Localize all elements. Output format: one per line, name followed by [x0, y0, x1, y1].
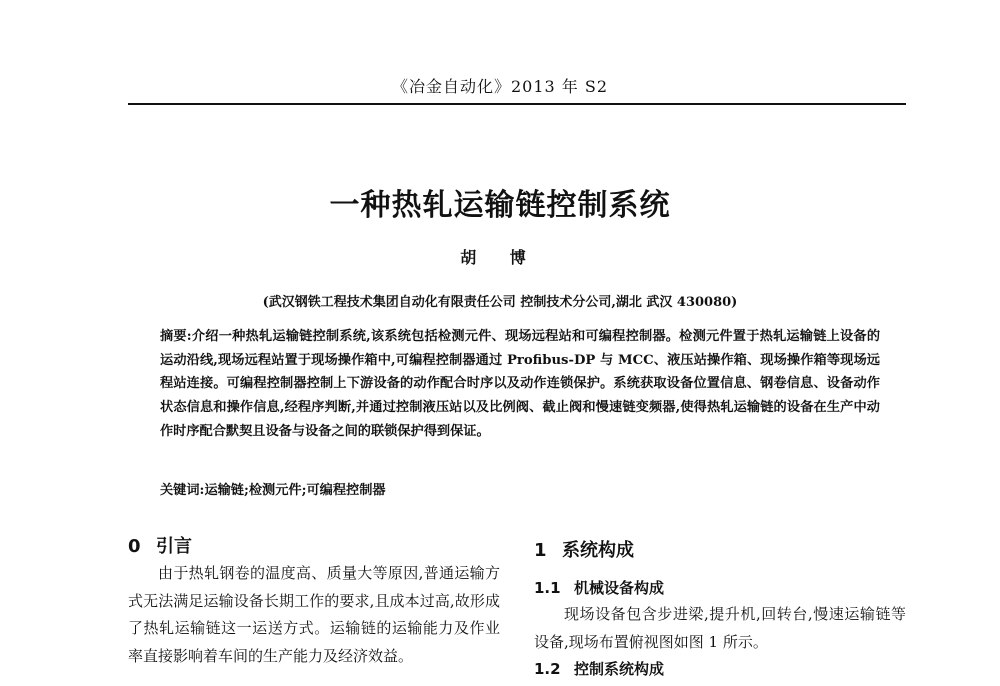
journal-header: 《冶金自动化》2013 年 S2 — [391, 77, 609, 96]
author-name: 胡 博 — [460, 248, 540, 267]
author-affiliation: (武汉钢铁工程技术集团自动化有限责任公司 控制技术分公司,湖北 武汉 430080) — [262, 295, 738, 310]
section-1-title: 系统构成 — [562, 540, 634, 561]
section-1-1-body: 现场设备包含步进梁,提升机,回转台,慢速运输链等设备,现场布置俯视图如图 1 所示。 — [534, 605, 906, 651]
keywords — [160, 479, 880, 502]
section-0-number: 0 — [128, 536, 141, 557]
section-1-1-title: 机械设备构成 — [574, 579, 665, 597]
abstract-label: 摘要: — [160, 329, 192, 344]
section-0-heading — [128, 534, 500, 560]
section-1-1-heading — [534, 575, 906, 601]
section-1-1-number: 1.1 — [534, 579, 561, 597]
keywords-label: 关键词: — [160, 483, 205, 498]
keywords-text: 运输链;检测元件;可编程控制器 — [204, 483, 386, 498]
article-title: 一种热轧运输链控制系统 — [329, 188, 671, 223]
section-1-2-heading — [534, 656, 906, 682]
right-column — [534, 538, 906, 682]
abstract-text: 介绍一种热轧运输链控制系统,该系统包括检测元件、现场远程站和可编程控制器。检测元件置于热轧运输链上设备的运动沿线,现场远程站置于现场操作箱中,可编程控制器通过 Profibus-DP 与 MCC、液压站操作箱、现场操作箱等现场远程站连接。可编程控制器控制上下游设备的动作配合时序以及动作连锁保护。系统获取设备位置信息、钢卷信息、设备动作状态信息和操作信息,经程序判断,并通过控制液压站以及比例阀、截止阀和慢速链变频器,使得热轧运输链的设备在生产中动作时序配合默契且设备与设备之间的联锁保护得到保证。 — [160, 329, 881, 439]
section-1-2-title: 控制系统构成 — [574, 660, 665, 678]
section-0-title: 引言 — [156, 536, 192, 557]
section-1-heading — [534, 538, 906, 564]
section-1-number: 1 — [534, 540, 547, 561]
left-column — [128, 534, 500, 670]
section-0-body: 由于热轧钢卷的温度高、质量大等原因,普通运输方式无法满足运输设备长期工作的要求,且成本过高,故形成了热轧运输链这一运送方式。运输链的运输能力及作业率直接影响着车间的生产能力及经济效益。 — [128, 564, 500, 665]
header-rule — [128, 103, 906, 105]
abstract — [160, 325, 880, 444]
section-1-2-number: 1.2 — [534, 660, 561, 678]
